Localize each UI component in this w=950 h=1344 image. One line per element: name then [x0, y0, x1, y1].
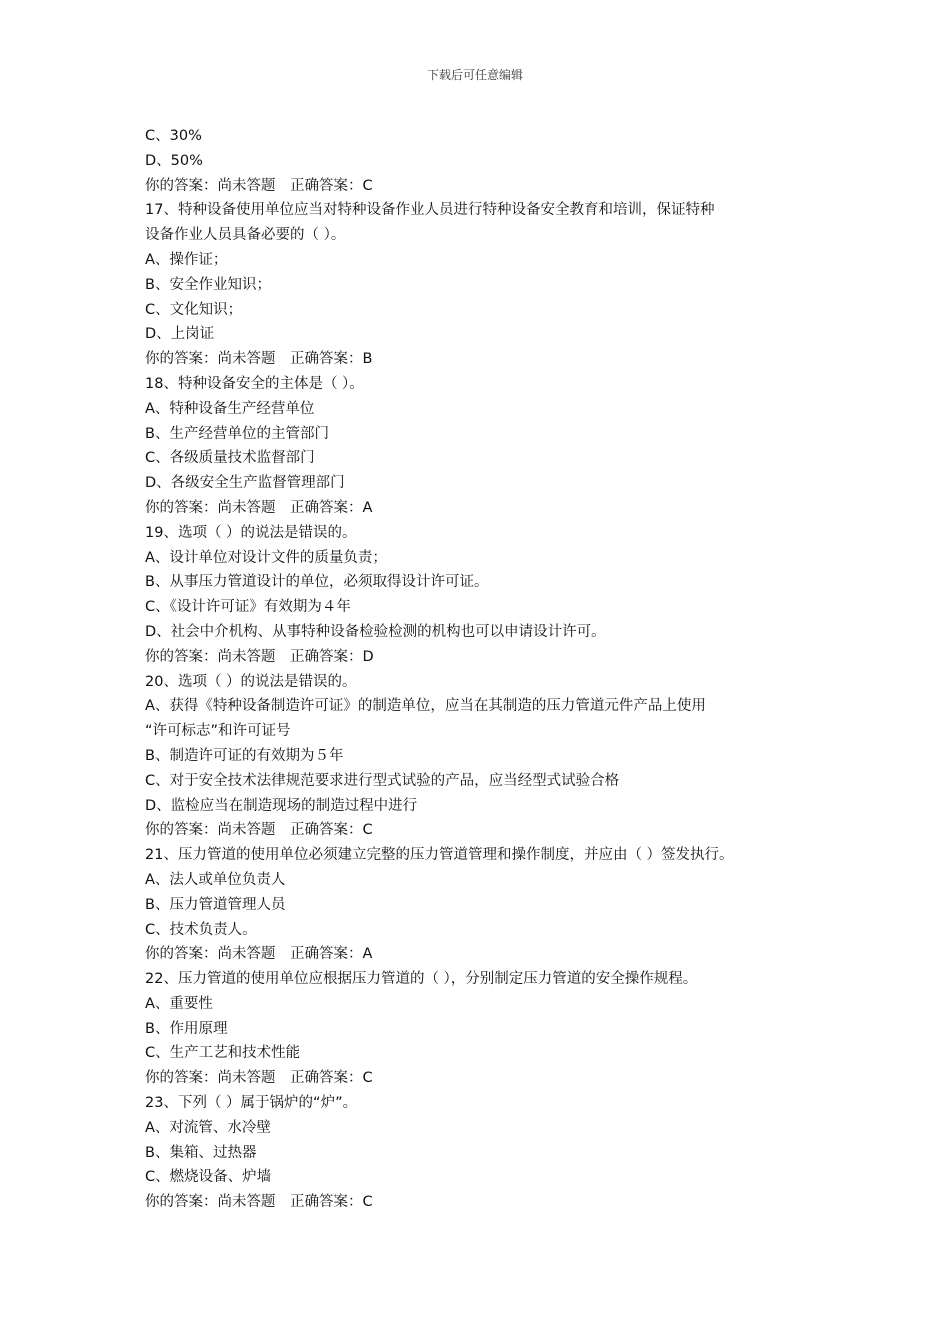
page-header: 下载后可任意编辑	[426, 68, 523, 82]
text-line: C、30%	[145, 128, 202, 144]
answer-line: 你的答案：尚未答题 正确答案：A	[145, 499, 373, 516]
option-line: B、生产经营单位的主管部门	[145, 425, 329, 442]
option-line: B、作用原理	[145, 1020, 228, 1037]
option-line: B、安全作业知识；	[145, 276, 271, 293]
option-line: D、各级安全生产监督管理部门	[145, 475, 345, 492]
option-line: B、从事压力管道设计的单位，必须取得设计许可证。	[145, 574, 489, 591]
question-23: 23、下列（ ）属于锅炉的“炉”。	[145, 1095, 358, 1112]
option-line: C、各级质量技术监督部门	[145, 450, 315, 467]
option-line: C、文化知识；	[145, 301, 243, 318]
option-line: A、操作证；	[145, 251, 228, 268]
option-line: C、技术负责人。	[145, 921, 257, 938]
text-line: 设备作业人员具备必要的（ ）。	[145, 227, 346, 244]
option-line: A、特种设备生产经营单位	[145, 400, 315, 417]
answer-line: 你的答案：尚未答题 正确答案：C	[145, 822, 373, 839]
question-19: 19、选项（ ）的说法是错误的。	[145, 524, 357, 541]
option-line: B、压力管道管理人员	[145, 896, 286, 913]
option-line: A、法人或单位负责人	[145, 871, 286, 888]
answer-line: 你的答案：尚未答题 正确答案：C	[145, 1194, 373, 1211]
option-line: D、社会中介机构、从事特种设备检验检测的机构也可以申请设计许可。	[145, 623, 606, 640]
option-line: B、集箱、过热器	[145, 1144, 257, 1161]
option-line: C、对于安全技术法律规范要求进行型式试验的产品，应当经型式试验合格	[145, 772, 620, 789]
option-line: A、对流管、水冷壁	[145, 1119, 271, 1136]
question-18: 18、特种设备安全的主体是（ ）。	[145, 375, 364, 392]
option-line: C、《设计许可证》有效期为４年	[145, 599, 351, 616]
text-line: “许可标志”和许可证号	[145, 723, 291, 740]
question-20: 20、选项（ ）的说法是错误的。	[145, 673, 357, 690]
option-line: D、监检应当在制造现场的制造过程中进行	[145, 797, 418, 814]
answer-line: 你的答案：尚未答题 正确答案：C	[145, 1070, 373, 1087]
option-line: A、重要性	[145, 995, 213, 1012]
answer-line: 你的答案：尚未答题 正确答案：B	[145, 351, 373, 368]
answer-line: 你的答案：尚未答题 正确答案：C	[145, 177, 373, 194]
option-line: D、上岗证	[145, 326, 215, 343]
text-line: D、50%	[145, 152, 203, 169]
option-line: A、获得《特种设备制造许可证》的制造单位，应当在其制造的压力管道元件产品上使用	[145, 698, 706, 715]
question-17: 17、特种设备使用单位应当对特种设备作业人员进行特种设备安全教育和培训，保证特种	[145, 202, 715, 219]
question-21: 21、压力管道的使用单位必须建立完整的压力管道管理和操作制度，并应由（ ）签发执行。	[145, 847, 734, 864]
option-line: B、制造许可证的有效期为５年	[145, 747, 344, 764]
document-body	[145, 124, 825, 1215]
answer-line: 你的答案：尚未答题 正确答案：D	[145, 648, 374, 665]
option-line: C、燃烧设备、炉墙	[145, 1169, 272, 1186]
option-line: A、设计单位对设计文件的质量负责；	[145, 549, 387, 566]
question-22: 22、压力管道的使用单位应根据压力管道的（ ），分别制定压力管道的安全操作规程。	[145, 971, 698, 988]
answer-line: 你的答案：尚未答题 正确答案：A	[145, 946, 373, 963]
option-line: C、生产工艺和技术性能	[145, 1045, 301, 1062]
